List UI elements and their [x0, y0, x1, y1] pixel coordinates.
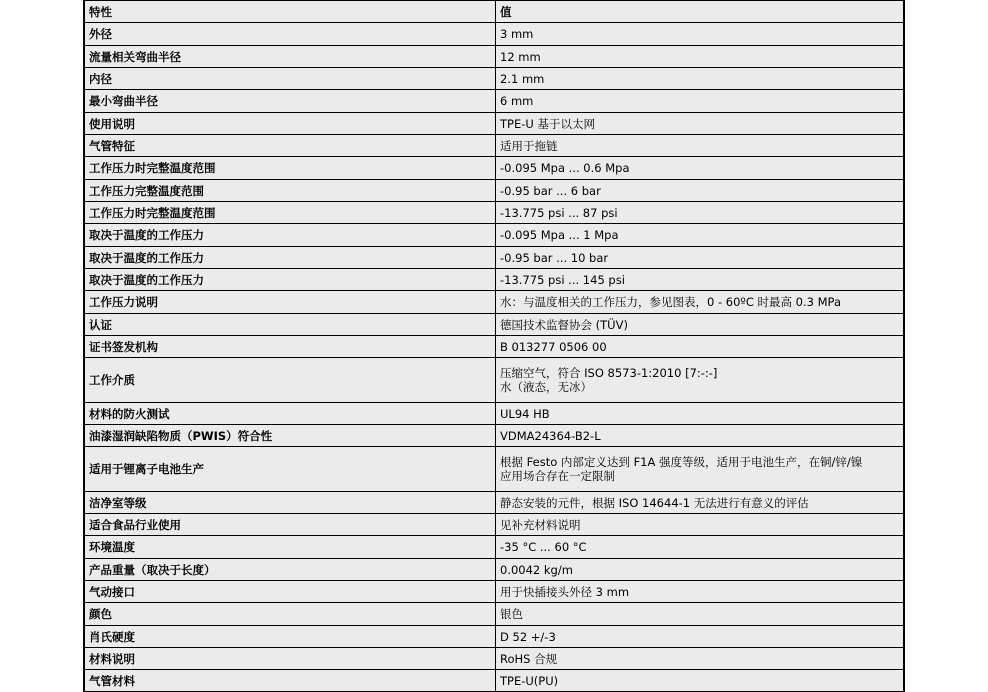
- value-line: 2.1 mm: [500, 71, 545, 86]
- property-value-cell: [496, 314, 905, 336]
- value-line: -35 °C ... 60 °C: [500, 540, 587, 554]
- property-name-cell: 流量相关弯曲半径: [84, 46, 496, 68]
- property-value-cell: [496, 536, 905, 559]
- table-row: [84, 113, 904, 135]
- table-row: [84, 336, 904, 358]
- property-value-cell: [496, 224, 905, 247]
- value-line: D 52 +/-3: [500, 629, 556, 644]
- table-row: [84, 425, 904, 447]
- table-row: [84, 269, 904, 291]
- value-line: -13.775 psi ... 87 psi: [500, 205, 618, 220]
- property-name-cell: 使用说明: [84, 113, 496, 135]
- value-line: RoHS 合规: [500, 651, 558, 666]
- value-line: -13.775 psi ... 145 psi: [500, 272, 625, 287]
- value-line: 适用于拖链: [500, 138, 558, 153]
- value-line: 德国技术监督协会 (TÜV): [500, 317, 628, 332]
- value-line: 水（液态，无冰）: [500, 380, 592, 394]
- property-name-cell: 工作压力说明: [84, 291, 496, 314]
- value-line: 银色: [500, 607, 523, 621]
- property-value-cell: [496, 492, 905, 514]
- property-value-cell: [496, 670, 905, 692]
- value-line: 静态安装的元件，根据 ISO 14644-1 无法进行有意义的评估: [500, 495, 809, 510]
- property-value-cell: [496, 425, 905, 447]
- table-row: [84, 135, 904, 157]
- property-name-cell: 产品重量（取决于长度）: [84, 559, 496, 581]
- table-row: [84, 358, 904, 403]
- value-line: TPE-U 基于以太网: [500, 116, 595, 131]
- property-name-cell: 气动接口: [84, 581, 496, 603]
- property-value-cell: [496, 46, 905, 68]
- property-name-cell: 取决于温度的工作压力: [84, 224, 496, 247]
- value-line: VDMA24364-B2-L: [500, 428, 601, 443]
- property-value-cell: [496, 447, 905, 492]
- value-line: -0.095 Mpa ... 0.6 Mpa: [500, 161, 630, 175]
- property-value-cell: [496, 291, 905, 314]
- property-value-cell: [496, 581, 905, 603]
- table-row: [84, 648, 904, 670]
- value-line: 见补充材料说明: [500, 517, 581, 532]
- value-line: 压缩空气，符合 ISO 8573-1:2010 [7:-:-]: [500, 366, 718, 380]
- property-name-cell: 取决于温度的工作压力: [84, 269, 496, 291]
- value-line: -0.095 Mpa ... 1 Mpa: [500, 228, 619, 242]
- table-header-row: [84, 1, 904, 23]
- table-row: [84, 603, 904, 626]
- property-value-cell: [496, 626, 905, 648]
- property-name-cell: 材料说明: [84, 648, 496, 670]
- property-value-cell: [496, 403, 905, 425]
- property-name-cell: 适合食品行业使用: [84, 514, 496, 536]
- property-value-cell: [496, 23, 905, 46]
- property-name-cell: 最小弯曲半径: [84, 90, 496, 113]
- value-line: 12 mm: [500, 49, 541, 64]
- property-value-cell: [496, 336, 905, 358]
- value-line: 6 mm: [500, 94, 534, 108]
- value-line: TPE-U(PU): [500, 673, 559, 688]
- property-value-cell: [496, 514, 905, 536]
- property-name-cell: 适用于锂离子电池生产: [84, 447, 496, 492]
- table-row: [84, 536, 904, 559]
- property-value-cell: [496, 269, 905, 291]
- table-row: [84, 514, 904, 536]
- property-value-cell: [496, 247, 905, 269]
- header-key-cell: 特性: [84, 1, 496, 23]
- value-line: -0.95 bar ... 6 bar: [500, 183, 601, 198]
- property-name-cell: 内径: [84, 68, 496, 90]
- spec-table-body: [84, 1, 904, 692]
- table-row: [84, 157, 904, 180]
- table-row: [84, 447, 904, 492]
- table-row: [84, 224, 904, 247]
- property-name-cell: 工作压力完整温度范围: [84, 180, 496, 202]
- table-row: [84, 492, 904, 514]
- table-row: [84, 670, 904, 692]
- value-line: -0.95 bar ... 10 bar: [500, 250, 609, 265]
- property-value-cell: [496, 559, 905, 581]
- table-row: [84, 247, 904, 269]
- table-row: [84, 581, 904, 603]
- property-value-cell: [496, 180, 905, 202]
- property-name-cell: 工作压力时完整温度范围: [84, 157, 496, 180]
- property-name-cell: 取决于温度的工作压力: [84, 247, 496, 269]
- property-name-cell: 肖氏硬度: [84, 626, 496, 648]
- property-value-cell: [496, 358, 905, 403]
- property-name-cell: 环境温度: [84, 536, 496, 559]
- property-value-cell: [496, 603, 905, 626]
- property-name-cell: 材料的防火测试: [84, 403, 496, 425]
- property-value-cell: [496, 113, 905, 135]
- property-name-cell: 气管特征: [84, 135, 496, 157]
- value-line: 应用场合存在一定限制: [500, 469, 615, 483]
- table-row: [84, 202, 904, 224]
- table-row: [84, 403, 904, 425]
- property-name-cell: 外径: [84, 23, 496, 46]
- table-row: [84, 626, 904, 648]
- table-row: [84, 68, 904, 90]
- table-row: [84, 23, 904, 46]
- value-line: 0.0042 kg/m: [500, 562, 573, 577]
- property-name-cell: 工作压力时完整温度范围: [84, 202, 496, 224]
- value-line: B 013277 0506 00: [500, 339, 607, 354]
- table-row: [84, 180, 904, 202]
- table-row: [84, 46, 904, 68]
- property-value-cell: [496, 90, 905, 113]
- property-name-cell: 气管材料: [84, 670, 496, 692]
- property-name-cell: 认证: [84, 314, 496, 336]
- table-row: [84, 90, 904, 113]
- property-name-cell: 洁净室等级: [84, 492, 496, 514]
- value-line: 根据 Festo 内部定义达到 F1A 强度等级，适用于电池生产，在铜/锌/镍: [500, 455, 863, 469]
- header-value-cell: 值: [496, 1, 905, 23]
- property-value-cell: [496, 648, 905, 670]
- property-value-cell: [496, 68, 905, 90]
- property-value-cell: [496, 157, 905, 180]
- property-name-cell: 证书签发机构: [84, 336, 496, 358]
- table-row: [84, 291, 904, 314]
- property-value-cell: [496, 202, 905, 224]
- table-row: [84, 314, 904, 336]
- property-name-cell: 油漆湿润缺陷物质（PWIS）符合性: [84, 425, 496, 447]
- value-line: UL94 HB: [500, 406, 550, 421]
- spec-table: [83, 0, 905, 692]
- value-line: 用于快插接头外径 3 mm: [500, 584, 630, 599]
- property-name-cell: 工作介质: [84, 358, 496, 403]
- value-line: 水：与温度相关的工作压力，参见图表，0 - 60ºC 时最高 0.3 MPa: [500, 295, 841, 309]
- table-row: [84, 559, 904, 581]
- property-name-cell: 颜色: [84, 603, 496, 626]
- value-line: 3 mm: [500, 27, 534, 41]
- property-value-cell: [496, 135, 905, 157]
